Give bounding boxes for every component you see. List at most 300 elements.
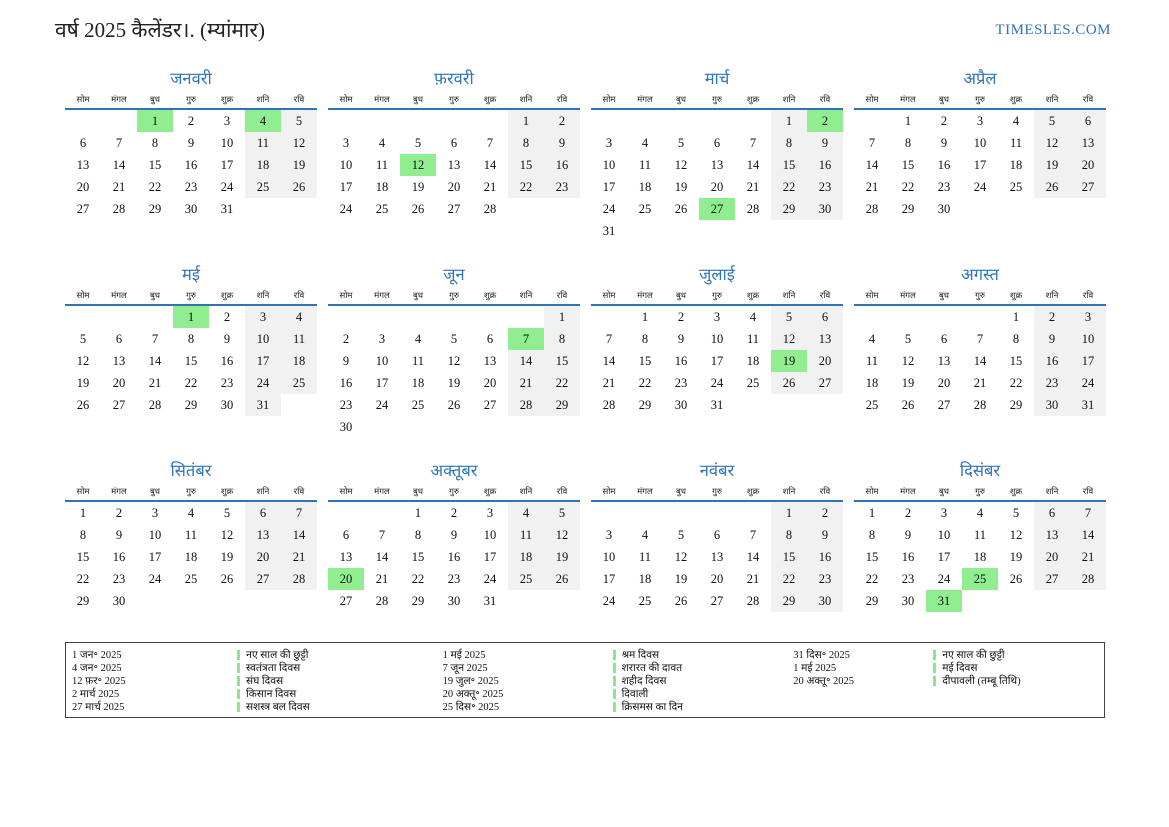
- weekday-header-row: [65, 94, 317, 110]
- month-6-title: जून: [443, 265, 465, 284]
- day-cell: 18: [375, 180, 389, 194]
- day-cell: 21: [973, 376, 987, 390]
- day-cell: 26: [220, 572, 234, 586]
- weekday-label: शनि: [1045, 94, 1059, 104]
- day-cell: 5: [79, 332, 87, 346]
- day-cell: 18: [411, 376, 425, 390]
- day-cell: 27: [699, 198, 735, 220]
- day-cell: 17: [148, 550, 162, 564]
- legend-holiday-name: नए साल की छुट्टी: [237, 648, 308, 662]
- day-cell: 5: [677, 528, 685, 542]
- day-cell: 24: [220, 180, 234, 194]
- page-title: वर्ष 2025 कैलेंडर।. (म्यांमार): [55, 18, 265, 42]
- month-6-dates: [328, 306, 580, 438]
- day-cell: 1: [508, 110, 544, 132]
- holiday-marker-bar: [933, 650, 936, 660]
- day-cell: 11: [973, 528, 987, 542]
- day-cell: 19: [771, 350, 807, 372]
- weekday-label: बुध: [412, 290, 424, 300]
- day-cell: 29: [76, 594, 90, 608]
- weekday-header-row: [328, 290, 580, 306]
- day-cell: 6: [940, 332, 948, 346]
- day-cell: 10: [973, 136, 987, 150]
- weekday-label: शनि: [519, 94, 533, 104]
- month-1-dates: [65, 110, 317, 220]
- weekday-label: बुध: [412, 486, 424, 496]
- weekday-label: गुरु: [449, 290, 459, 300]
- day-cell: 15: [771, 154, 807, 176]
- empty-cell: [627, 502, 663, 524]
- holiday-marker-bar: [613, 676, 616, 686]
- day-cell: 6: [713, 528, 721, 542]
- holiday-marker-bar: [613, 663, 616, 673]
- weekday-label: सोम: [865, 290, 879, 300]
- weekday-label: गुरु: [186, 94, 196, 104]
- day-cell: 12: [220, 528, 234, 542]
- day-cell: 27: [937, 398, 951, 412]
- legend-holiday-name: श्रम दिवस: [613, 648, 660, 662]
- weekday-label: बुध: [149, 486, 161, 496]
- day-cell: 16: [447, 550, 461, 564]
- day-cell: 17: [375, 376, 389, 390]
- empty-cell: [364, 110, 400, 132]
- day-cell: 2: [904, 506, 912, 520]
- month-1-block: [65, 68, 317, 242]
- weekday-label: गुरु: [712, 290, 722, 300]
- day-cell: 10: [602, 158, 616, 172]
- holiday-marker-bar: [933, 676, 936, 686]
- month-10-dates: [328, 502, 580, 612]
- day-cell: 30: [937, 202, 951, 216]
- day-cell: 18: [1009, 158, 1023, 172]
- empty-cell: [627, 110, 663, 132]
- day-cell: 21: [148, 376, 162, 390]
- day-cell: 7: [749, 136, 757, 150]
- month-10-block: [328, 460, 580, 634]
- day-cell: 30: [184, 202, 198, 216]
- day-cell: 21: [281, 546, 317, 568]
- day-cell: 24: [148, 572, 162, 586]
- day-cell: 2: [342, 332, 350, 346]
- day-cell: 15: [76, 550, 90, 564]
- day-cell: 24: [1070, 372, 1106, 394]
- day-cell: 18: [746, 354, 760, 368]
- legend-entry: [443, 649, 794, 662]
- empty-cell: [65, 110, 101, 132]
- day-cell: 20: [245, 546, 281, 568]
- day-cell: 26: [447, 398, 461, 412]
- day-cell: 20: [328, 568, 364, 590]
- day-cell: 2: [807, 502, 843, 524]
- day-cell: 20: [1070, 154, 1106, 176]
- legend-entry: [72, 649, 443, 662]
- site-logo-link[interactable]: TIMESLES.COM: [995, 22, 1111, 38]
- holiday-legend: [65, 642, 1105, 718]
- day-cell: 23: [339, 398, 353, 412]
- day-cell: 11: [1009, 136, 1023, 150]
- weekday-label: बुध: [938, 290, 950, 300]
- day-cell: 25: [375, 202, 389, 216]
- legend-date: 31 दिस॰ 2025: [793, 650, 850, 662]
- day-cell: 22: [638, 376, 652, 390]
- legend-date: 20 अक्तू॰ 2025: [442, 688, 504, 700]
- weekday-label: मंगल: [637, 486, 653, 496]
- day-cell: 25: [865, 398, 879, 412]
- legend-holiday-name: स्वतंत्रता दिवस: [237, 661, 300, 675]
- day-cell: 1: [771, 110, 807, 132]
- weekday-label: मंगल: [637, 290, 653, 300]
- day-cell: 1: [414, 506, 422, 520]
- legend-group-2: [443, 649, 794, 712]
- day-cell: 4: [378, 136, 386, 150]
- day-cell: 25: [245, 176, 281, 198]
- weekday-header-row: [591, 486, 843, 502]
- day-cell: 14: [483, 158, 497, 172]
- day-cell: 29: [148, 202, 162, 216]
- day-cell: 28: [112, 202, 126, 216]
- day-cell: 25: [184, 572, 198, 586]
- empty-cell: [735, 110, 771, 132]
- day-cell: 1: [771, 502, 807, 524]
- day-cell: 6: [79, 136, 87, 150]
- legend-entry: [443, 700, 794, 713]
- day-cell: 19: [1009, 550, 1023, 564]
- day-cell: 5: [904, 332, 912, 346]
- weekday-label: रवि: [293, 94, 305, 104]
- day-cell: 9: [1034, 328, 1070, 350]
- weekday-label: रवि: [293, 486, 305, 496]
- day-cell: 22: [1009, 376, 1023, 390]
- day-cell: 12: [1009, 528, 1023, 542]
- weekday-header-row: [854, 486, 1106, 502]
- day-cell: 15: [865, 550, 879, 564]
- day-cell: 14: [508, 350, 544, 372]
- weekday-label: बुध: [938, 486, 950, 496]
- day-cell: 18: [865, 376, 879, 390]
- day-cell: 27: [1070, 176, 1106, 198]
- day-cell: 6: [1034, 502, 1070, 524]
- day-cell: 15: [544, 350, 580, 372]
- month-3-block: [591, 68, 843, 242]
- weekday-label: मंगल: [900, 290, 916, 300]
- month-2-title: फ़रवरी: [434, 69, 474, 88]
- weekday-label: गुरु: [449, 94, 459, 104]
- weekday-label: शुक्र: [220, 290, 234, 300]
- day-cell: 9: [807, 132, 843, 154]
- day-cell: 3: [605, 136, 613, 150]
- day-cell: 12: [544, 524, 580, 546]
- legend-holiday-name: शरारत की दावत: [613, 661, 683, 675]
- day-cell: 19: [674, 572, 688, 586]
- day-cell: 3: [223, 114, 231, 128]
- day-cell: 2: [450, 506, 458, 520]
- day-cell: 13: [245, 524, 281, 546]
- day-cell: 1: [79, 506, 87, 520]
- day-cell: 1: [904, 114, 912, 128]
- day-cell: 8: [187, 332, 195, 346]
- day-cell: 22: [771, 176, 807, 198]
- day-cell: 16: [807, 546, 843, 568]
- weekday-label: रवि: [293, 290, 305, 300]
- month-9-dates: [65, 502, 317, 612]
- day-cell: 15: [411, 550, 425, 564]
- day-cell: 14: [281, 524, 317, 546]
- day-cell: 1: [173, 306, 209, 328]
- weekday-header-row: [591, 290, 843, 306]
- holiday-marker-bar: [237, 689, 240, 699]
- day-cell: 18: [245, 154, 281, 176]
- weekday-label: शुक्र: [220, 94, 234, 104]
- weekday-header-row: [854, 290, 1106, 306]
- day-cell: 13: [710, 158, 724, 172]
- day-cell: 24: [375, 398, 389, 412]
- day-cell: 10: [148, 528, 162, 542]
- empty-cell: [328, 306, 364, 328]
- day-cell: 16: [544, 154, 580, 176]
- day-cell: 2: [940, 114, 948, 128]
- day-cell: 21: [865, 180, 879, 194]
- empty-cell: [472, 110, 508, 132]
- day-cell: 30: [220, 398, 234, 412]
- day-cell: 17: [973, 158, 987, 172]
- day-cell: 7: [1070, 502, 1106, 524]
- day-cell: 6: [342, 528, 350, 542]
- day-cell: 9: [187, 136, 195, 150]
- weekday-label: गुरु: [186, 486, 196, 496]
- month-4-dates: [854, 110, 1106, 220]
- empty-cell: [364, 502, 400, 524]
- day-cell: 29: [865, 594, 879, 608]
- day-cell: 23: [901, 572, 915, 586]
- weekday-label: सोम: [339, 486, 353, 496]
- day-cell: 3: [378, 332, 386, 346]
- day-cell: 23: [674, 376, 688, 390]
- day-cell: 15: [771, 546, 807, 568]
- weekday-label: गुरु: [186, 290, 196, 300]
- day-cell: 9: [223, 332, 231, 346]
- day-cell: 15: [638, 354, 652, 368]
- month-5-title: मई: [182, 265, 200, 284]
- legend-entry: [72, 675, 443, 688]
- weekday-label: गुरु: [712, 486, 722, 496]
- month-7-block: [591, 264, 843, 438]
- weekday-label: बुध: [412, 94, 424, 104]
- day-cell: 16: [937, 158, 951, 172]
- day-cell: 29: [184, 398, 198, 412]
- day-cell: 5: [677, 136, 685, 150]
- day-cell: 13: [1034, 524, 1070, 546]
- legend-group-3: [793, 649, 1100, 712]
- weekday-label: मंगल: [374, 94, 390, 104]
- empty-cell: [735, 502, 771, 524]
- day-cell: 3: [976, 114, 984, 128]
- weekday-label: गुरु: [975, 486, 985, 496]
- legend-entry: [793, 662, 1100, 675]
- weekday-label: शुक्र: [483, 290, 497, 300]
- day-cell: 16: [184, 158, 198, 172]
- day-cell: 31: [926, 590, 962, 612]
- empty-cell: [962, 306, 998, 328]
- day-cell: 7: [486, 136, 494, 150]
- weekday-label: गुरु: [712, 94, 722, 104]
- weekday-label: शनि: [519, 290, 533, 300]
- day-cell: 27: [483, 398, 497, 412]
- empty-cell: [472, 306, 508, 328]
- day-cell: 31: [220, 202, 234, 216]
- day-cell: 31: [1070, 394, 1106, 416]
- legend-date: 1 जन॰ 2025: [72, 650, 122, 662]
- day-cell: 6: [807, 306, 843, 328]
- empty-cell: [400, 110, 436, 132]
- weekday-label: शुक्र: [220, 486, 234, 496]
- day-cell: 4: [1012, 114, 1020, 128]
- empty-cell: [400, 306, 436, 328]
- weekday-label: शनि: [256, 486, 270, 496]
- day-cell: 25: [962, 568, 998, 590]
- day-cell: 4: [508, 502, 544, 524]
- holiday-marker-bar: [237, 702, 240, 712]
- legend-holiday-name: किसान दिवस: [237, 687, 296, 701]
- day-cell: 26: [674, 594, 688, 608]
- day-cell: 10: [1070, 328, 1106, 350]
- weekday-label: सोम: [76, 486, 90, 496]
- weekday-label: बुध: [938, 94, 950, 104]
- empty-cell: [663, 110, 699, 132]
- day-cell: 4: [641, 136, 649, 150]
- day-cell: 8: [904, 136, 912, 150]
- day-cell: 30: [807, 590, 843, 612]
- day-cell: 14: [148, 354, 162, 368]
- weekday-header-row: [854, 94, 1106, 110]
- day-cell: 19: [901, 376, 915, 390]
- day-cell: 2: [807, 110, 843, 132]
- day-cell: 26: [901, 398, 915, 412]
- day-cell: 6: [713, 136, 721, 150]
- day-cell: 3: [151, 506, 159, 520]
- legend-date: 1 मई 2025: [793, 663, 837, 675]
- day-cell: 27: [1034, 568, 1070, 590]
- month-7-title: जुलाई: [699, 265, 735, 284]
- day-cell: 29: [771, 590, 807, 612]
- day-cell: 21: [483, 180, 497, 194]
- day-cell: 14: [112, 158, 126, 172]
- day-cell: 23: [112, 572, 126, 586]
- day-cell: 15: [1009, 354, 1023, 368]
- day-cell: 14: [602, 354, 616, 368]
- legend-date: 27 मार्च 2025: [72, 701, 125, 713]
- day-cell: 9: [807, 524, 843, 546]
- day-cell: 15: [901, 158, 915, 172]
- empty-cell: [508, 306, 544, 328]
- day-cell: 10: [483, 528, 497, 542]
- day-cell: 7: [976, 332, 984, 346]
- day-cell: 16: [901, 550, 915, 564]
- months-grid: [65, 68, 1106, 634]
- weekday-label: शुक्र: [483, 486, 497, 496]
- day-cell: 3: [713, 310, 721, 324]
- day-cell: 7: [508, 328, 544, 350]
- day-cell: 7: [378, 528, 386, 542]
- day-cell: 18: [638, 572, 652, 586]
- day-cell: 28: [973, 398, 987, 412]
- day-cell: 10: [710, 332, 724, 346]
- day-cell: 29: [544, 394, 580, 416]
- day-cell: 4: [414, 332, 422, 346]
- day-cell: 29: [1009, 398, 1023, 412]
- day-cell: 5: [281, 110, 317, 132]
- day-cell: 14: [375, 550, 389, 564]
- weekday-label: मंगल: [900, 486, 916, 496]
- day-cell: 3: [245, 306, 281, 328]
- empty-cell: [328, 502, 364, 524]
- day-cell: 20: [710, 180, 724, 194]
- day-cell: 17: [483, 550, 497, 564]
- day-cell: 11: [245, 132, 281, 154]
- day-cell: 29: [771, 198, 807, 220]
- day-cell: 4: [749, 310, 757, 324]
- day-cell: 27: [76, 202, 90, 216]
- day-cell: 24: [483, 572, 497, 586]
- day-cell: 21: [602, 376, 616, 390]
- day-cell: 20: [937, 376, 951, 390]
- day-cell: 26: [411, 202, 425, 216]
- day-cell: 9: [904, 528, 912, 542]
- day-cell: 20: [112, 376, 126, 390]
- month-8-title: अगस्त: [961, 265, 999, 284]
- day-cell: 8: [544, 328, 580, 350]
- day-cell: 8: [641, 332, 649, 346]
- legend-holiday-name: क्रिसमस का दिन: [613, 700, 683, 714]
- weekday-label: मंगल: [111, 486, 127, 496]
- day-cell: 20: [447, 180, 461, 194]
- month-11-block: [591, 460, 843, 634]
- month-11-dates: [591, 502, 843, 612]
- day-cell: 22: [148, 180, 162, 194]
- empty-cell: [328, 110, 364, 132]
- month-1-title: जनवरी: [170, 69, 212, 88]
- weekday-label: शुक्र: [1009, 486, 1023, 496]
- day-cell: 20: [710, 572, 724, 586]
- day-cell: 13: [483, 354, 497, 368]
- day-cell: 4: [281, 306, 317, 328]
- day-cell: 10: [220, 136, 234, 150]
- day-cell: 5: [1034, 110, 1070, 132]
- day-cell: 12: [901, 354, 915, 368]
- legend-date: 7 जून 2025: [442, 663, 488, 675]
- month-9-title: सितंबर: [170, 461, 212, 480]
- month-6-block: [328, 264, 580, 438]
- weekday-label: रवि: [819, 486, 831, 496]
- day-cell: 28: [746, 594, 760, 608]
- day-cell: 4: [868, 332, 876, 346]
- day-cell: 17: [245, 350, 281, 372]
- day-cell: 3: [342, 136, 350, 150]
- day-cell: 2: [223, 310, 231, 324]
- day-cell: 16: [220, 354, 234, 368]
- day-cell: 28: [483, 202, 497, 216]
- day-cell: 7: [281, 502, 317, 524]
- day-cell: 19: [411, 180, 425, 194]
- day-cell: 15: [508, 154, 544, 176]
- day-cell: 18: [184, 550, 198, 564]
- day-cell: 17: [1070, 350, 1106, 372]
- month-12-dates: [854, 502, 1106, 612]
- day-cell: 13: [76, 158, 90, 172]
- weekday-label: शनि: [519, 486, 533, 496]
- day-cell: 28: [1070, 568, 1106, 590]
- day-cell: 2: [1034, 306, 1070, 328]
- day-cell: 12: [771, 328, 807, 350]
